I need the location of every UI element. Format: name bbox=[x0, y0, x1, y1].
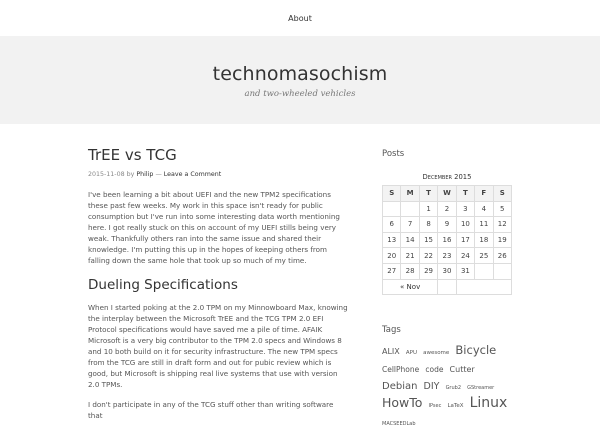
calendar-day: 15 bbox=[419, 232, 437, 248]
calendar-day: 19 bbox=[493, 232, 511, 248]
calendar-day: 16 bbox=[438, 232, 456, 248]
calendar-week-row bbox=[383, 217, 512, 233]
calendar-prev-month-link[interactable]: « Nov bbox=[400, 282, 421, 291]
calendar-day-header: T bbox=[456, 186, 474, 202]
calendar-next-cell bbox=[456, 279, 511, 295]
posts-widget-title: Posts bbox=[382, 149, 405, 159]
calendar-prev-cell bbox=[383, 279, 438, 295]
calendar-body bbox=[383, 201, 512, 279]
tag-link[interactable]: Bicycle bbox=[455, 343, 497, 358]
tag-link[interactable]: Debian bbox=[382, 381, 418, 393]
tag-link[interactable]: HowTo bbox=[382, 395, 423, 411]
tag-link[interactable]: code bbox=[425, 365, 444, 375]
tag-link[interactable]: Grub2 bbox=[445, 385, 462, 392]
calendar-day: 5 bbox=[493, 201, 511, 217]
tag-cloud bbox=[382, 342, 517, 431]
tag-link[interactable]: awesome bbox=[423, 350, 450, 357]
tag-link[interactable]: DIY bbox=[423, 381, 440, 393]
calendar-nav-row bbox=[383, 279, 512, 295]
post-by: by bbox=[126, 171, 135, 178]
calendar-day: 9 bbox=[438, 217, 456, 233]
post-paragraph-1: I've been learning a bit about UEFI and the new TPM2 specifications these past few weeks. My work in this space isn't ready for public consumption but I've run into some interesting data worth mentioning here. I got really stuck on this on account of my UEFI stills being very weak. Thankfully others ran into the same issue and shared their knowledge. I'm putting this up in the hopes of keeping others from falling down the same hole that took up so much of my time. bbox=[88, 190, 340, 265]
tag-link[interactable]: IPsec bbox=[428, 403, 442, 410]
calendar-day-header: M bbox=[401, 186, 419, 202]
calendar-day-header: T bbox=[419, 186, 437, 202]
post-paragraph-2: When I started poking at the 2.0 TPM on my Minnowboard Max, knowing the interplay between the Microsoft TrEE and the TCG TPM 2.0 EFI Protocol specifications would have saved me a pile of time. AFAIK Microsoft is a very big contributor to the TPM 2.0 specs and Windows 8 and 10 both build on it for security infrastructure. The new TPM specs from the TCG are still in draft form and out for pubic review which is good, but Microsoft is shipping real live systems that use with version 2.0 TPMs. bbox=[88, 303, 348, 389]
site-header bbox=[0, 36, 600, 124]
calendar-empty-cell bbox=[383, 201, 401, 217]
calendar-week-row bbox=[383, 248, 512, 264]
calendar-week-row bbox=[383, 263, 512, 279]
tag-link[interactable]: APU bbox=[405, 350, 417, 357]
tag-link[interactable]: CellPhone bbox=[382, 365, 420, 375]
calendar-day-header: S bbox=[383, 186, 401, 202]
calendar-day-header: S bbox=[493, 186, 511, 202]
calendar-day: 10 bbox=[456, 217, 474, 233]
tag-link[interactable]: GStreamer bbox=[467, 385, 495, 392]
calendar-day-header: F bbox=[475, 186, 493, 202]
calendar-day: 30 bbox=[438, 263, 456, 279]
tag-link[interactable]: Linux bbox=[469, 395, 508, 412]
calendar-pad-cell bbox=[438, 279, 456, 295]
calendar-day: 11 bbox=[475, 217, 493, 233]
post-article bbox=[88, 146, 350, 421]
calendar-day: 26 bbox=[493, 248, 511, 264]
calendar-day: 23 bbox=[438, 248, 456, 264]
calendar-day: 7 bbox=[401, 217, 419, 233]
calendar-day: 6 bbox=[383, 217, 401, 233]
sidebar bbox=[382, 149, 522, 431]
calendar-day: 29 bbox=[419, 263, 437, 279]
tag-link[interactable]: ALIX bbox=[382, 347, 400, 357]
post-paragraph-3: I don't participate in any of the TCG stuff other than writing software that bbox=[88, 400, 334, 420]
tag-link[interactable]: Cutter bbox=[449, 365, 475, 375]
calendar-week-row bbox=[383, 232, 512, 248]
calendar-day: 22 bbox=[419, 248, 437, 264]
calendar-day: 14 bbox=[401, 232, 419, 248]
post-title[interactable]: TrEE vs TCG bbox=[88, 146, 177, 164]
site-tagline: and two-wheeled vehicles bbox=[244, 89, 356, 99]
calendar-caption: December 2015 bbox=[422, 173, 472, 181]
calendar-table bbox=[382, 185, 512, 295]
calendar-day: 28 bbox=[401, 263, 419, 279]
calendar-day: 3 bbox=[456, 201, 474, 217]
tag-link[interactable]: MACSEEDLab bbox=[382, 421, 416, 428]
section-heading: Dueling Specifications bbox=[88, 277, 238, 293]
site-title[interactable]: technomasochism bbox=[212, 63, 388, 85]
calendar-day: 25 bbox=[475, 248, 493, 264]
calendar-day: 8 bbox=[419, 217, 437, 233]
top-navigation bbox=[0, 0, 600, 36]
calendar-day: 13 bbox=[383, 232, 401, 248]
calendar-day: 2 bbox=[438, 201, 456, 217]
post-date[interactable]: 2015-11-08 bbox=[88, 171, 125, 178]
calendar-empty-cell bbox=[401, 201, 419, 217]
calendar-day: 17 bbox=[456, 232, 474, 248]
calendar-week-row bbox=[383, 201, 512, 217]
post-meta bbox=[88, 171, 350, 178]
main-area bbox=[0, 124, 600, 428]
calendar-header-row bbox=[383, 186, 512, 202]
calendar-day: 4 bbox=[475, 201, 493, 217]
calendar-day: 24 bbox=[456, 248, 474, 264]
calendar-day: 31 bbox=[456, 263, 474, 279]
calendar-empty-cell bbox=[475, 263, 493, 279]
calendar-day: 1 bbox=[419, 201, 437, 217]
post-author-link[interactable]: Philip bbox=[136, 171, 154, 178]
calendar-day: 18 bbox=[475, 232, 493, 248]
calendar-day: 21 bbox=[401, 248, 419, 264]
meta-separator: — bbox=[155, 171, 162, 178]
tag-link[interactable]: LaTeX bbox=[447, 403, 464, 410]
tags-widget-title: Tags bbox=[382, 325, 401, 336]
calendar-day: 12 bbox=[493, 217, 511, 233]
calendar-empty-cell bbox=[493, 263, 511, 279]
calendar-day: 27 bbox=[383, 263, 401, 279]
calendar-day: 20 bbox=[383, 248, 401, 264]
leave-comment-link[interactable]: Leave a Comment bbox=[163, 171, 222, 178]
calendar-day-header: W bbox=[438, 186, 456, 202]
nav-about-link[interactable]: About bbox=[288, 13, 312, 23]
